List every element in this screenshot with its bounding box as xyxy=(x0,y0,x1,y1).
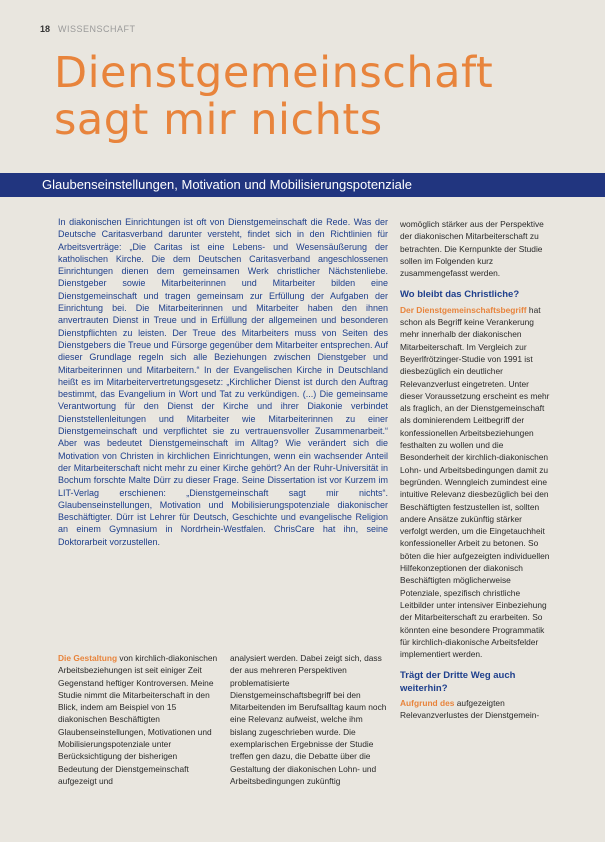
paragraph-text: hat schon als Begriff keine Verankerung mehr innerhalb der diakonischen Mitarbeiterschaft. Im Vergleich zur Beyerlfrötzinger-Studie von 1991 ist diesbezüglich ein deutlicher Relevanzverlust eingetreten. Unter dieser Voraussetzung erscheint es mehr als fraglich, an der Dienstgemeinschaft als dominierendem Leitbegriff der konfessionellen Arbeitsbeziehungen festhalten zu wollen und die Besonderheit der kirchlich-diakonischen Lohn- und Arbeitsbedingungen damit zu begründen. Wenngleich zumindest eine intuitive Relevanz diesbezüglich bei den Beschäftigten festzustellen ist, sollten andere Ansätze zukünftig stärker verfolgt werden, um die Eingetauchheit konfessioneller Arbeit zu betonen. So böten die hier aufgezeigten individuellen Hilfekonzeptionen der diakonisch Beschäftigten möglicherweise Potenziale, spezifisch christliche Leitbilder unter intensiver Einbeziehung der Mitarbeiterschaft zu erarbeiten. So könnten eine besondere Programmatik für kirchlich-diakonische Arbeitsfelder implementiert werden. xyxy=(400,304,550,660)
body-paragraph xyxy=(58,652,218,787)
intro-paragraph: In diakonischen Einrichtungen ist oft von Dienstgemeinschaft die Rede. Was der Deutsche Caritasverband darunter versteht, findet sich in den Richtlinien für Arbeitsverträge: „Die Caritas ist eine Lebens- und Wesensäußerung der katholischen Kirche. Die dem Deutschen Caritasverband angeschlossenen Einrichtungen dienen dem gemeinsamen Werk christlicher Nächstenliebe. Dienstgeber sowie Mitarbeiterinnen und Mitarbeiter bilden eine Dienstgemeinschaft und tragen gemeinsam zur Erfüllung der Aufgaben der Einrichtung bei. Die Mitarbeiterinnen und Mitarbeiter haben den ihnen anvertrauten Dienst in Treue und in Erfüllung der allgemeinen und besonderen Dienstpflichten zu leisten. Der Treue des Mitarbeiters muss von Seiten des Dienstgebers die Treue und Fürsorge gegenüber dem Mitarbeiter entsprechen. Auf dieser Grundlage regeln sich alle Beziehungen zwischen Dienstgeber und Mitarbeiterinnen und Mitarbeitern.“ In der Evangelischen Kirche in Deutschland heißt es im Mitarbeitervertretungsgesetz: „Kirchlicher Dienst ist durch den Auftrag bestimmt, das Evangelium in Wort und Tat zu verkündigen. (...) Die gemeinsame Verantwortung für den Dienst der Kirche und ihrer Diakonie verbindet Dienststellenleitungen und Mitarbeiter wie Mitarbeiterinnen zu einer Dienstgemeinschaft und verpflichtet sie zu vertrauensvoller Zusammenarbeit.“ Aber was bedeutet Dienstgemeinschaft im Alltag? Wie verändert sich die Motivation von Christen in kirchlichen Einrichtungen, wenn ein wachsender Anteil der Mitarbeiterschaft nicht mehr zu einer Kirche gehört? An der Ruhr-Universität in Bochum forschte Malte Dürr zu dieser Frage. Seine Dissertation ist vor Kurzem im LIT-Verlag erschienen: „Dienstgemeinschaft sagt mir nichts“. Glaubenseinstellungen, Motivation und Mobilisierungspotenziale diakonischer Beschäftigter. Dürr ist Lehrer für Deutsch, Geschichte und evangelische Religion an einem Gymnasium in Nordrhein-Westfalen. ChrisCare hat ihn, seine Doktorarbeit vorzustellen. xyxy=(58,217,388,547)
subheading: Wo bleibt das Christliche? xyxy=(400,289,520,301)
title-line-2: sagt mir nichts xyxy=(54,95,383,145)
page-title xyxy=(54,50,493,144)
lead-in: Aufgrund des xyxy=(400,697,455,708)
page-number: 18 xyxy=(40,24,51,34)
column-right xyxy=(400,218,550,722)
body-paragraph xyxy=(400,304,550,661)
lead-in: Die Gestaltung xyxy=(58,653,118,663)
paragraph-text: aufgezeigten Relevanzverlustes der Dienstgemein- xyxy=(400,697,540,721)
column-middle xyxy=(230,652,390,787)
body-paragraph: womöglich stärker aus der Perspektive der diakonischen Mitarbeiterschaft zu betrachten. Die Kernpunkte der Studie sollen im Folgenden kurz zusammengefasst werden. xyxy=(400,219,544,279)
subheading: Trägt der Dritte Weg auch weiterhin? xyxy=(400,670,516,694)
subtitle-bar xyxy=(0,173,605,197)
column-left xyxy=(58,652,218,787)
subtitle: Glaubenseinstellungen, Motivation und Mobilisierungspotenziale xyxy=(42,177,413,192)
lead-in: Der Dienstgemeinschaftsbegriff xyxy=(400,304,527,315)
body-paragraph: analysiert werden. Dabei zeigt sich, dass der aus mehreren Perspektiven problematisierte Dienstgemeinschaftsbegriff bei den Mitarbeitenden im Berufsalltag kaum noch eine Relevanz aufweist, welche ihm bislang zugeschrieben wurde. Die exemplarischen Ergebnisse der Studie treffen gen dazu, die Debatte über die Gestaltung der diakonischen Lohn- und Arbeitsbedingungen zukünftig xyxy=(230,653,387,786)
title-line-1: Dienstgemeinschaft xyxy=(54,48,494,98)
section-label: WISSENSCHAFT xyxy=(58,24,136,34)
body-paragraph xyxy=(400,697,550,722)
paragraph-text: von kirchlich-diakonischen Arbeitsbeziehungen ist seit einiger Zeit Gegenstand heftiger Kontroversen. Meine Studie nimmt die Mitarbeiterschaft in den Blick, indem am Beispiel von 15 diakonischen Beschäftigten Glaubenseinstellungen, Motivationen und Mobilisierungspotenziale unter Berücksichtigung der bisherigen Bedeutung der Dienstgemeinschaft aufgezeigt und xyxy=(58,653,218,786)
